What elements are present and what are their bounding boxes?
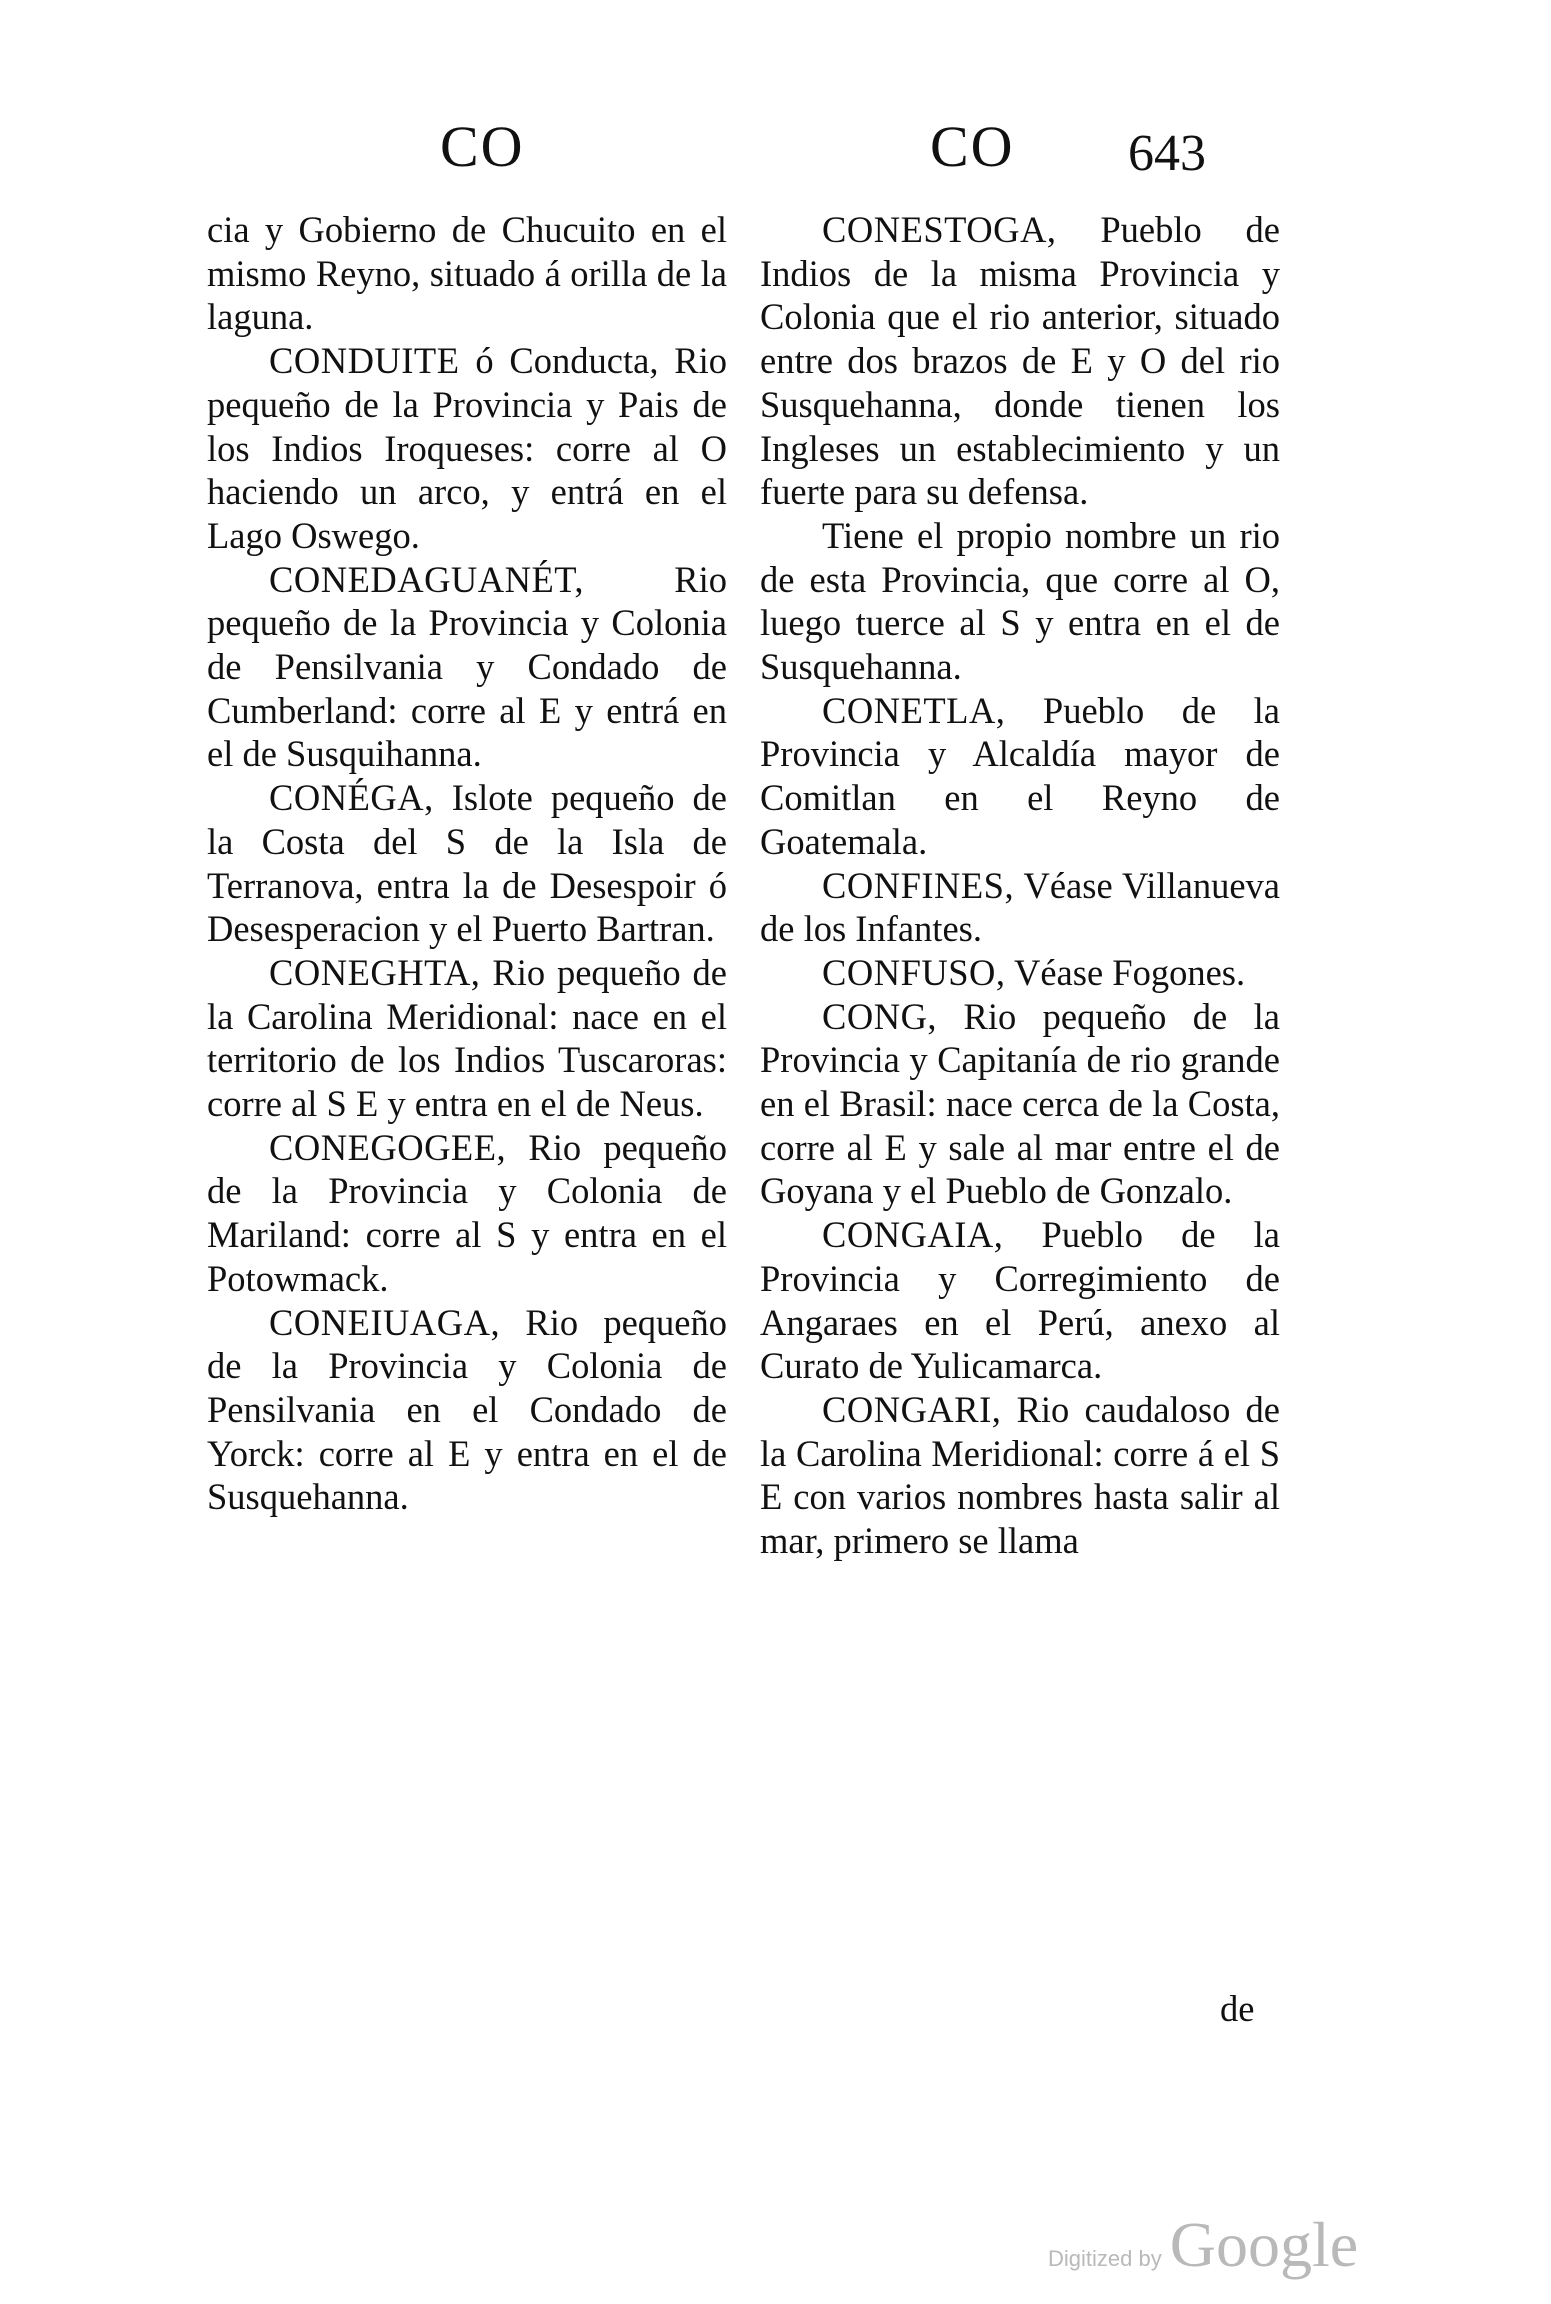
entry-text: Pueblo de la Provincia y Alcaldía mayor de Comitlan en el Reyno de Goatemala. xyxy=(760,689,1280,862)
right-column xyxy=(760,208,1280,1563)
page-number: 643 xyxy=(1128,125,1206,182)
dictionary-entry xyxy=(760,864,1280,951)
dictionary-entry xyxy=(207,776,727,951)
entry-text: ó Conducta, Rio pequeño de la Provincia y Pais de los Indios Iroqueses: corre al O haciendo un arco, y entrá en el Lago Oswego. xyxy=(207,340,727,556)
entry-headword: CONEIUAGA, xyxy=(269,1301,501,1343)
entry-headword: CONDUITE xyxy=(269,340,460,382)
digitization-watermark xyxy=(1048,2208,1358,2282)
entry-headword: CONG, xyxy=(822,995,938,1037)
entry-headword: CONGAIA, xyxy=(822,1214,1004,1256)
entry-text: Islote pequeño de la Costa del S de la Isla de Terranova, entra la de Desespoir ó Desesperacion y el Puerto Bartran. xyxy=(207,777,727,950)
entry-text: Rio pequeño de la Provincia y Colonia de Pensilvania en el Condado de Yorck: corre al E y entra en el de Susquehanna. xyxy=(207,1301,727,1518)
running-head-right: CO xyxy=(930,114,1015,179)
entry-text: Véase Fogones. xyxy=(1005,951,1246,993)
dictionary-entry xyxy=(207,1301,727,1520)
entry-headword: CONETLA, xyxy=(822,689,1006,731)
entry-text: Rio pequeño de la Provincia y Capitanía de rio grande en el Brasil: nace cerca de la Costa, corre al E y sale al mar entre el de Goyana y el Pueblo de Gonzalo. xyxy=(760,995,1280,1212)
dictionary-entry xyxy=(760,689,1280,864)
entry-text: Rio pequeño de la Provincia y Colonia de Pensilvania y Condado de Cumberland: corre al E y entrá en el de Susquihanna. xyxy=(207,558,727,775)
entry-headword: CONESTOGA, xyxy=(822,209,1057,250)
left-column xyxy=(207,208,727,1519)
dictionary-entry xyxy=(207,951,727,1126)
dictionary-entry xyxy=(207,339,727,558)
entry-text: Rio caudaloso de la Carolina Meridional: corre á el S E con varios nombres hasta salir al mar, primero se llama xyxy=(760,1388,1280,1562)
entry-headword: CONÉGA, xyxy=(269,777,434,819)
entry-text: Rio pequeño de la Carolina Meridional: nace en el territorio de los Indios Tuscaroras: corre al S E y entra en el de Neus. xyxy=(207,951,727,1125)
dictionary-entry xyxy=(207,208,727,339)
entry-headword: CONEGOGEE, xyxy=(269,1126,507,1168)
dictionary-entry xyxy=(760,514,1280,689)
entry-text: cia y Gobierno de Chucuito en el mismo Reyno, situado á orilla de la laguna. xyxy=(207,209,727,338)
entry-text: Véase Villanueva de los Infantes. xyxy=(760,864,1280,950)
dictionary-entry xyxy=(760,995,1280,1214)
dictionary-entry xyxy=(760,951,1280,995)
entry-headword: CONEGHTA, xyxy=(269,951,481,993)
entry-headword: CONGARI, xyxy=(822,1388,1002,1430)
entry-text: Pueblo de Indios de la misma Provincia y Colonia que el rio anterior, situado entre dos brazos de E y O del rio Susquehanna, donde tienen los Ingleses un establecimiento y un fuerte para su defensa. xyxy=(760,209,1280,513)
dictionary-entry xyxy=(760,208,1280,514)
entry-headword: CONFUSO, xyxy=(822,951,1006,993)
google-logo: Google xyxy=(1169,2209,1359,2280)
entry-text: Pueblo de la Provincia y Corregimiento de Angaraes en el Perú, anexo al Curato de Yulicamarca. xyxy=(760,1214,1280,1387)
entry-headword: CONEDAGUANÉT, xyxy=(269,558,585,600)
entry-text: Tiene el propio nombre un rio de esta Provincia, que corre al O, luego tuerce al S y entra en el de Susquehanna. xyxy=(760,514,1280,688)
running-head-left: CO xyxy=(440,114,525,179)
dictionary-entry xyxy=(207,1126,727,1301)
catchword: de xyxy=(1220,1988,1255,2029)
entry-text: Rio pequeño de la Provincia y Colonia de Mariland: corre al S y entra en el Potowmack. xyxy=(207,1126,727,1299)
dictionary-entry xyxy=(760,1213,1280,1388)
dictionary-entry xyxy=(207,558,727,777)
dictionary-entry xyxy=(760,1388,1280,1563)
watermark-prefix: Digitized by xyxy=(1048,2246,1162,2271)
entry-headword: CONFINES, xyxy=(822,864,1015,906)
